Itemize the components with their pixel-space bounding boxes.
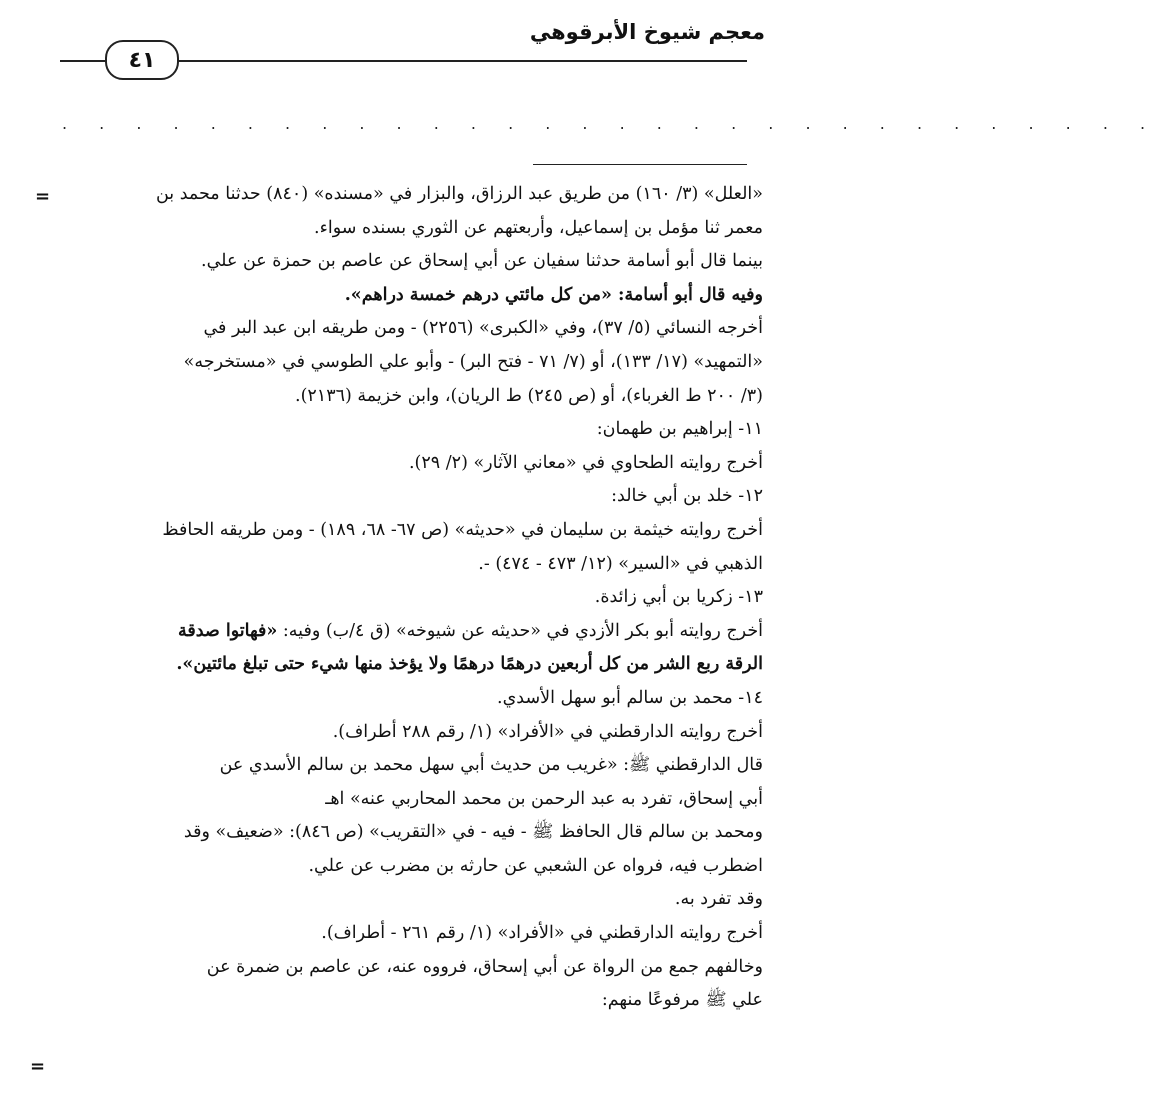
text-line: أخرج روايته خيثمة بن سليمان في «حديثه» (ص ٦٧- ٦٨، ١٨٩) - ومن طريقه الحافظ xyxy=(162,519,763,540)
continuation-mark-top: = xyxy=(35,186,51,207)
footnote-rule xyxy=(533,164,747,165)
text-line: وفيه قال أبو أسامة: «من كل مائتي درهم خمسة دراهم». xyxy=(344,284,763,305)
section-heading: ١٢- خلد بن أبي خالد: xyxy=(611,486,763,507)
text-line: اضطرب فيه، فرواه عن الشعبي عن حارثه بن مضرب عن علي. xyxy=(308,855,763,876)
text-line: معمر ثنا مؤمل بن إسماعيل، وأربعتهم عن الثوري بسنده سواء. xyxy=(314,217,763,238)
text-line xyxy=(58,615,763,649)
text-line: وخالفهم جمع من الرواة عن أبي إسحاق، فرووه عنه، عن عاصم بن ضمرة عن xyxy=(206,956,763,977)
text-line: بينما قال أبو أسامة حدثنا سفيان عن أبي إسحاق عن عاصم بن حمزة عن علي. xyxy=(201,251,763,272)
text-line: ومحمد بن سالم قال الحافظ ﷺ - فيه - في «التقريب» (ص ٨٤٦): «ضعيف» وقد xyxy=(183,822,763,843)
text-line: قال الدارقطني ﷺ: «غريب من حديث أبي سهل محمد بن سالم الأسدي عن xyxy=(219,755,763,776)
section-heading: ١٣- زكريا بن أبي زائدة. xyxy=(594,587,763,608)
text-line: أخرج روايته الطحاوي في «معاني الآثار» (٢/ ٢٩). xyxy=(408,452,763,473)
text-line: أبي إسحاق، تفرد به عبد الرحمن بن محمد المحاربي عنه» اهـ xyxy=(325,788,763,809)
text-line: أخرج روايته الدارقطني في «الأفراد» (١/ رقم ٢٦١ - أطراف). xyxy=(321,923,763,944)
text-line: «العلل» (٣/ ١٦٠) من طريق عبد الرزاق، والبزار في «مسنده» (٨٤٠) حدثنا محمد بن xyxy=(155,184,763,204)
text-line: الرقة ربع الشر من كل أربعين درهمًا درهمًا ولا يؤخذ منها شيء حتى تبلغ مائتين». xyxy=(176,654,763,675)
text-line: علي ﷺ مرفوعًا منهم: xyxy=(601,990,763,1011)
footnote-text xyxy=(58,178,763,1018)
text-segment: أخرج روايته أبو بكر الأزدي في «حديثه عن شيوخه» (ق ٤/ب) وفيه: xyxy=(277,620,763,641)
text-line: (٣/ ٢٠٠ ط الغرباء)، أو (ص ٢٤٥) ط الريان)، وابن خزيمة (٢١٣٦). xyxy=(295,385,763,406)
book-title: معجم شيوخ الأبرقوهي xyxy=(529,20,765,44)
page-number: ٤١ xyxy=(105,40,179,80)
section-heading: ١١- إبراهيم بن طهمان: xyxy=(596,419,763,440)
text-line: أخرجه النسائي (٥/ ٣٧)، وفي «الكبرى» (٢٢٥٦) - ومن طريقه ابن عبد البر في xyxy=(203,318,763,339)
section-heading: ١٤- محمد بن سالم أبو سهل الأسدي. xyxy=(497,687,763,708)
dotted-separator: . . . . . . . . . . . . . . . . . . . . . . . . . . . . . . xyxy=(62,114,1159,133)
quote-segment: «فهاتوا صدقة xyxy=(177,620,278,641)
text-line: «التمهيد» (١٧/ ١٣٣)، أو (٧/ ٧١ - فتح البر) - وأبو علي الطوسي في «مستخرجه» xyxy=(183,351,763,372)
text-line: أخرج روايته الدارقطني في «الأفراد» (١/ رقم ٢٨٨ أطراف). xyxy=(332,721,763,742)
text-line: وقد تفرد به. xyxy=(674,889,763,910)
continuation-mark-bottom: = xyxy=(30,1056,46,1077)
text-line: الذهبي في «السير» (١٢/ ٤٧٣ - ٤٧٤) -. xyxy=(478,553,763,574)
